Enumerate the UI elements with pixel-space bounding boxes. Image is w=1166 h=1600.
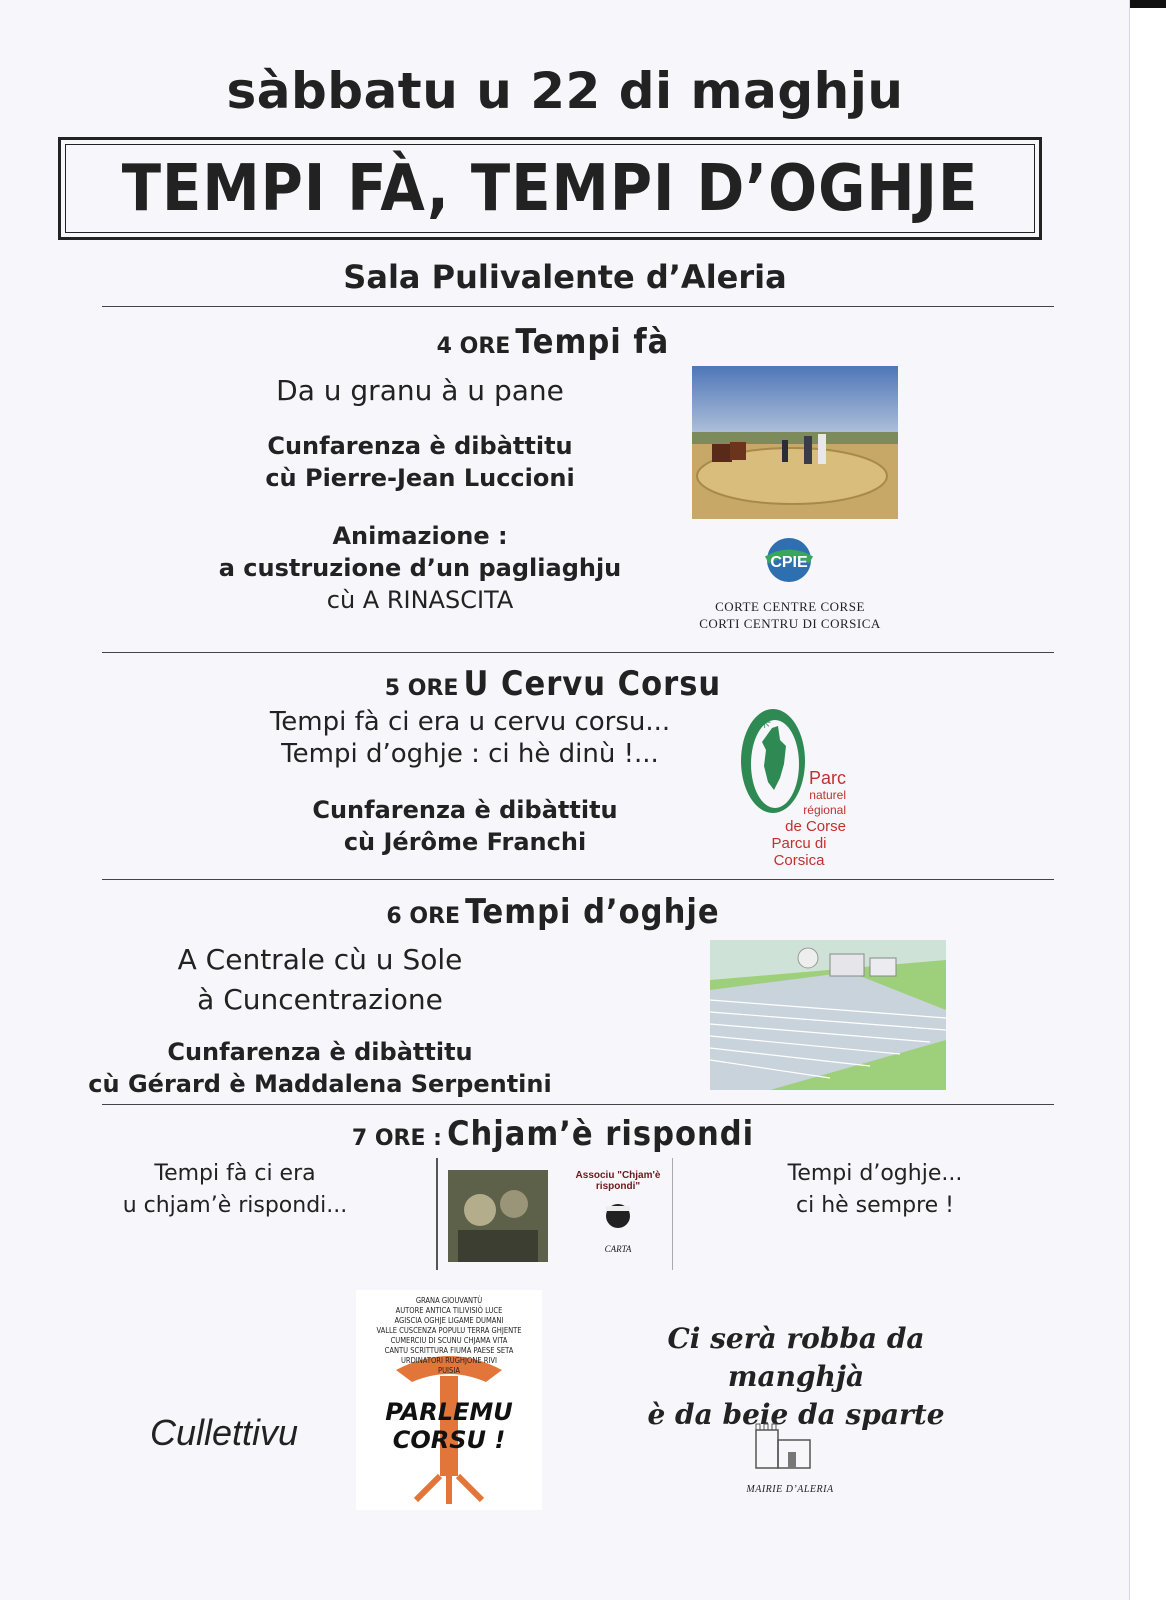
section-2-line-2: Tempi d’oghje : ci hè dinù !... bbox=[281, 739, 659, 769]
section-2-lines bbox=[200, 706, 740, 770]
parlemu-corsu-text bbox=[356, 1398, 542, 1454]
right-line-2: ci hè sempre ! bbox=[796, 1193, 954, 1218]
divider bbox=[102, 652, 1054, 653]
parc-corse-logo-text bbox=[744, 768, 854, 869]
cpie-line-1: CORTE CENTRE CORSE bbox=[715, 599, 865, 614]
tree-word-line: URDINATORI RUGHJONE RIVI bbox=[400, 1356, 498, 1365]
section-3-hour: 6 ORE bbox=[386, 904, 461, 929]
section-2-hour: 5 ORE bbox=[384, 676, 459, 701]
aleria-castle-icon bbox=[748, 1412, 818, 1472]
event-title: TEMPI FÀ, TEMPI D’OGHJE bbox=[121, 152, 979, 226]
tree-words bbox=[360, 1296, 538, 1376]
tree-word-line: PUISIA bbox=[438, 1366, 460, 1375]
tree-word-line: GRANA GIOUVANTÙ bbox=[415, 1296, 483, 1305]
page-edge-shadow bbox=[1130, 0, 1166, 8]
parc-word: Parc bbox=[808, 768, 846, 788]
section-1-talk bbox=[170, 430, 670, 494]
section-3-line-1: A Centrale cù u Sole bbox=[177, 943, 463, 976]
section-4-hour: 7 ORE : bbox=[351, 1126, 442, 1151]
tree-word-line: CANTU SCRITTURA FIUMA PAESE SETA bbox=[384, 1346, 514, 1355]
svg-text:CPIE: CPIE bbox=[770, 554, 808, 571]
parc-de-corse: de Corse bbox=[785, 818, 846, 835]
tree-word-line: CUMERCIU DI SCUNU CHJAMA VITA bbox=[390, 1336, 508, 1345]
animation-line: a custruzione d’un pagliaghju bbox=[218, 554, 622, 582]
food-line-1: Ci serà robba da manghjà bbox=[667, 1322, 925, 1393]
section-3-line-2: à Cuncentrazione bbox=[197, 983, 443, 1016]
talk-speaker: cù Pierre-Jean Luccioni bbox=[265, 464, 575, 492]
parc-naturel: naturel bbox=[809, 788, 846, 802]
parlemu-word: PARLEMU bbox=[385, 1398, 513, 1426]
solar-plant-render bbox=[710, 940, 946, 1090]
section-1-subtitle: Da u granu à u pane bbox=[276, 374, 564, 407]
parc-regional: régional bbox=[803, 803, 846, 817]
talk-line: Cunfarenza è dibàttitu bbox=[267, 432, 573, 460]
cullettivu-label: Cullettivu bbox=[150, 1412, 299, 1453]
cpie-logo-text bbox=[680, 598, 900, 632]
section-1-hour: 4 ORE bbox=[436, 334, 511, 359]
section-1-animation bbox=[140, 520, 700, 616]
divider bbox=[102, 879, 1054, 880]
cpie-line-2: CORTI CENTRU DI CORSICA bbox=[699, 616, 881, 631]
cpie-logo-icon bbox=[763, 537, 815, 583]
divider bbox=[102, 306, 1054, 307]
section-4-left-text bbox=[90, 1158, 380, 1222]
moor-head-icon bbox=[603, 1198, 633, 1232]
section-4-right-text bbox=[740, 1158, 1010, 1222]
section-2-line-1: Tempi fà ci era u cervu corsu... bbox=[269, 707, 671, 737]
food-line-2: è da beie da sparte bbox=[647, 1398, 945, 1431]
section-1-heading bbox=[0, 322, 1106, 362]
tree-word-line: AUTORE ANTICA TILIVISIÒ LUCE bbox=[395, 1306, 503, 1315]
corsu-word: CORSU ! bbox=[392, 1426, 506, 1454]
parlemu-corsu-logo bbox=[356, 1290, 542, 1510]
talk-speaker: cù Gérard è Maddalena Serpentini bbox=[88, 1070, 552, 1098]
left-line-2: u chjam’è rispondi... bbox=[122, 1193, 348, 1218]
left-line-1: Tempi fà ci era bbox=[154, 1161, 316, 1186]
event-venue: Sala Pulivalente d’Aleria bbox=[343, 258, 787, 296]
svg-text:✳: ✳ bbox=[758, 713, 772, 732]
talk-line: Cunfarenza è dibàttitu bbox=[167, 1038, 473, 1066]
section-3-name: Tempi d’oghje bbox=[465, 892, 720, 932]
section-2-name: U Cervu Corsu bbox=[463, 664, 722, 704]
mairie-label: MAIRIE D’ALERIA bbox=[746, 1484, 834, 1495]
divider bbox=[102, 1104, 1054, 1105]
section-1-name: Tempi fà bbox=[515, 322, 670, 362]
animation-group: cù A RINASCITA bbox=[326, 586, 514, 614]
tree-word-line: VALLE CUSCENZA POPULU TERRA GHJENTE bbox=[376, 1326, 522, 1335]
section-3-lines bbox=[110, 940, 530, 1020]
threshing-photo bbox=[692, 366, 898, 519]
section-2-heading bbox=[0, 664, 1106, 704]
page-edge bbox=[1129, 0, 1166, 1600]
singers-photo bbox=[448, 1170, 548, 1262]
section-4-name: Chjam’è rispondi bbox=[447, 1114, 755, 1154]
section-3-talk bbox=[40, 1036, 600, 1100]
chjame-rispondi-image bbox=[436, 1158, 673, 1270]
section-4-heading bbox=[0, 1114, 1106, 1154]
talk-line: Cunfarenza è dibàttitu bbox=[312, 796, 618, 824]
assoc-label: Associu "Chjam'è rispondi" bbox=[575, 1170, 661, 1192]
right-line-1: Tempi d’oghje... bbox=[787, 1161, 963, 1186]
talk-speaker: cù Jérôme Franchi bbox=[343, 828, 587, 856]
animation-label: Animazione : bbox=[332, 522, 508, 550]
parcu-di-corsica: Parcu di Corsica bbox=[771, 835, 827, 869]
carta-label: CARTA bbox=[604, 1244, 632, 1254]
tree-word-line: AGISCIA OGHJE LIGAME DUMANI bbox=[394, 1316, 504, 1325]
section-2-talk bbox=[230, 794, 700, 858]
section-3-heading bbox=[0, 892, 1106, 932]
event-date: sàbbatu u 22 di maghju bbox=[226, 62, 904, 120]
